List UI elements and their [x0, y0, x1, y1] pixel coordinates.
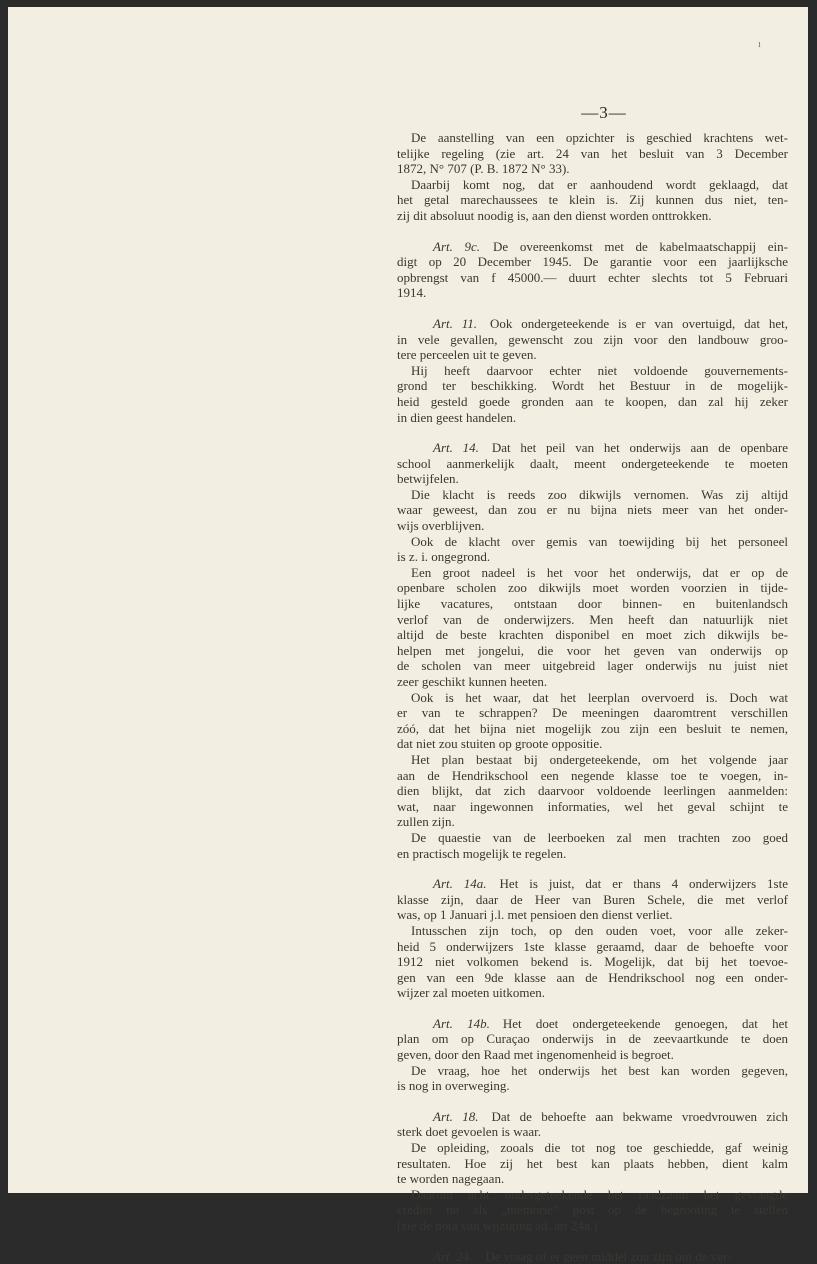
text-line: het getal marechaussees te klein is. Zij kunnen dus niet, ten- — [397, 192, 788, 208]
text-line: dien blijkt, dat zich daarvoor voldoende leerlingen aanmelden: — [397, 783, 788, 799]
text-line: digt op 20 December 1945. De garantie voor een jaarlijksche — [397, 254, 788, 270]
text-line: zóó, dat het bijna niet mogelijk zou zijn een besluit te nemen, — [397, 720, 788, 736]
text-line: plan om op Curaçao onderwijs in de zeevaartkunde te doen — [397, 1031, 788, 1047]
section-gap — [397, 224, 788, 239]
text-line — [397, 1016, 788, 1032]
text-line: resultaten. Hoe zij het best kan plaats hebben, dient kalm — [397, 1155, 788, 1171]
text-body — [397, 130, 788, 1264]
text-line: wat, naar ingewonnen informaties, wel het geval schijnt te — [397, 798, 788, 814]
text-line — [397, 440, 788, 456]
text-line: betwijfelen. — [397, 471, 459, 487]
article-text: Het doet ondergeteekende genoegen, dat het — [502, 1015, 788, 1031]
text-line: de scholen van meer uitgebreid lager onderwijs nu juist niet — [397, 658, 788, 674]
text-line — [397, 876, 788, 892]
section-gap — [397, 861, 788, 876]
text-line — [397, 1109, 788, 1125]
text-line: openbare scholen zoo dikwijls moet worden voorzien in tijde- — [397, 580, 788, 596]
text-line: De quaestie van de leerboeken zal men trachten zoo goed — [411, 829, 788, 845]
text-line — [397, 1249, 788, 1264]
text-line: Hij heeft daarvoor echter niet voldoende gouvernements- — [411, 362, 788, 378]
text-line: zeer geschikt kunnen heeten. — [397, 674, 548, 689]
article-label: Art. 14. — [433, 440, 479, 456]
article-text: Dat de behoefte aan bekwame vroedvrouwen zich — [491, 1108, 788, 1124]
text-line: (zie de nota van wijziging ad. art 24a.) — [397, 1218, 598, 1233]
text-line: wijzer zal moeten uitkomen. — [397, 985, 546, 1001]
text-line: sterk doet gevoelen is waar. — [397, 1124, 542, 1140]
text-line: opbrengst van f 45000.— duurt echter slechts tot 5 Februari — [397, 269, 788, 285]
text-line: aan de Hendrikschool een negende klasse toe te voegen, in- — [397, 767, 788, 783]
article-text: De overeenkomst met de kabelmaatschappij ein- — [493, 238, 789, 254]
text-line: 1914. — [397, 285, 427, 301]
text-line: telijke regeling (zie art. 24 van het besluit van 3 December — [397, 145, 788, 161]
text-line: in vele gevallen, gewenscht zou zijn voor den landbouw groo- — [397, 331, 788, 347]
text-line: crediet nu als „memorie” post op de begrooting te stellen — [397, 1202, 788, 1218]
text-line: Daarom acht ondergeteekende het raadzaam het gevraagde — [411, 1186, 788, 1202]
text-line: helpen met jongelui, die voor het geven van onderwijs op — [397, 642, 788, 658]
text-line: tere perceelen uit te geven. — [397, 347, 537, 363]
text-line: in dien geest handelen. — [397, 409, 517, 425]
text-line: en practisch mogelijk te regelen. — [397, 845, 567, 861]
text-line: wijs overblijven. — [397, 518, 485, 534]
text-line: Die klacht is reeds zoo dikwijls vernomen. Was zij altijd — [411, 486, 788, 502]
text-line: 1912 niet volkomen bekend is. Mogelijk, dat bij het toevoe- — [397, 954, 788, 970]
text-line: er van te schrappen? De meeningen daaromtrent verschillen — [397, 705, 788, 721]
text-line: verlof van de onderwijzers. Men heeft dan natuurlijk niet — [397, 611, 788, 627]
text-line: te worden nagegaan. — [397, 1171, 505, 1187]
text-line: heid gesteld goede gronden aan te koopen, dan zal hij zeker — [397, 393, 788, 409]
text-line: altijd de beste krachten disponibel en moet zich dikwijls be- — [397, 627, 788, 643]
section-gap — [397, 301, 788, 316]
text-line: dat niet zou stuiten op groote oppositie. — [397, 736, 603, 752]
text-line: De aanstelling van een opzichter is geschied krachtens wet- — [411, 130, 788, 145]
text-line: zij dit absoluut noodig is, aan den dienst worden onttrokken. — [397, 207, 712, 223]
text-line: Een groot nadeel is het voor het onderwijs, dat er op de — [411, 564, 788, 580]
text-line: De opleiding, zooals die tot nog toe geschiedde, gaf weinig — [411, 1140, 788, 1156]
text-line: school aanmerkelijk daalt, meent ondergeteekende te moeten — [397, 455, 788, 471]
text-line: lijke vacatures, ontstaan door binnen- en buitenlandsch — [397, 596, 788, 612]
text-line: heid 5 onderwijzers 1ste klasse geraamd, daar de behoefte voor — [397, 938, 788, 954]
article-label: Art. 14b. — [433, 1015, 490, 1031]
text-line: gen van een 9de klasse aan de Hendrikschool nog een onder- — [397, 969, 788, 985]
text-line: geven, door den Raad met ingenomenheid is begroet. — [397, 1047, 674, 1063]
article-text: De vraag of er geen middel zou zijn om de ver- — [485, 1248, 732, 1264]
section-gap — [397, 1094, 788, 1109]
margin-mark: ı — [758, 39, 761, 50]
text-line: De vraag, hoe het onderwijs het best kan worden gegeven, — [411, 1062, 788, 1078]
article-text: Het is juist, dat er thans 4 onderwijzers 1ste — [499, 876, 788, 892]
article-label: Art. 14a. — [433, 876, 487, 892]
article-label: Art. 18. — [433, 1108, 479, 1124]
page-number: —3— — [581, 103, 627, 122]
article-text: Ook ondergeteekende is er van overtuigd, dat het, — [490, 315, 788, 331]
text-line: 1872, N° 707 (P. B. 1872 N° 33). — [397, 161, 570, 177]
section-gap — [397, 1234, 788, 1249]
text-line: Ook is het waar, dat het leerplan overvoerd is. Doch wat — [411, 689, 788, 705]
article-label: Art. 24. — [433, 1248, 473, 1264]
section-gap — [397, 425, 788, 440]
text-line: waar geweest, dan zou er nu bijna niets meer van het onder- — [397, 502, 788, 518]
text-line — [397, 239, 788, 255]
document-page — [8, 7, 808, 1264]
text-line: zullen zijn. — [397, 814, 455, 830]
article-text: Dat het peil van het onderwijs aan de openbare — [491, 440, 788, 456]
text-line: grond ter beschikking. Wordt het Bestuur in de mogelijk- — [397, 378, 788, 394]
text-line: Intusschen zijn toch, op den ouden voet, voor alle zeker- — [411, 922, 788, 938]
article-label: Art. 11. — [433, 315, 478, 331]
text-line: Ook de klacht over gemis van toewijding bij het personeel — [411, 533, 788, 549]
article-label: Art. 9c. — [433, 238, 481, 254]
text-line: is nog in overweging. — [397, 1078, 510, 1094]
text-line: is z. i. ongegrond. — [397, 549, 491, 565]
text-line: Daarbij komt nog, dat er aanhoudend wordt geklaagd, dat — [411, 176, 788, 192]
section-gap — [397, 1001, 788, 1016]
text-line — [397, 316, 788, 332]
text-line: was, op 1 Januari j.l. met pensioen den dienst verliet. — [397, 907, 673, 923]
text-line: Het plan bestaat bij ondergeteekende, om het volgende jaar — [411, 751, 788, 767]
text-line: klasse zijn, daar de Heer van Buren Schele, die met verlof — [397, 891, 788, 907]
